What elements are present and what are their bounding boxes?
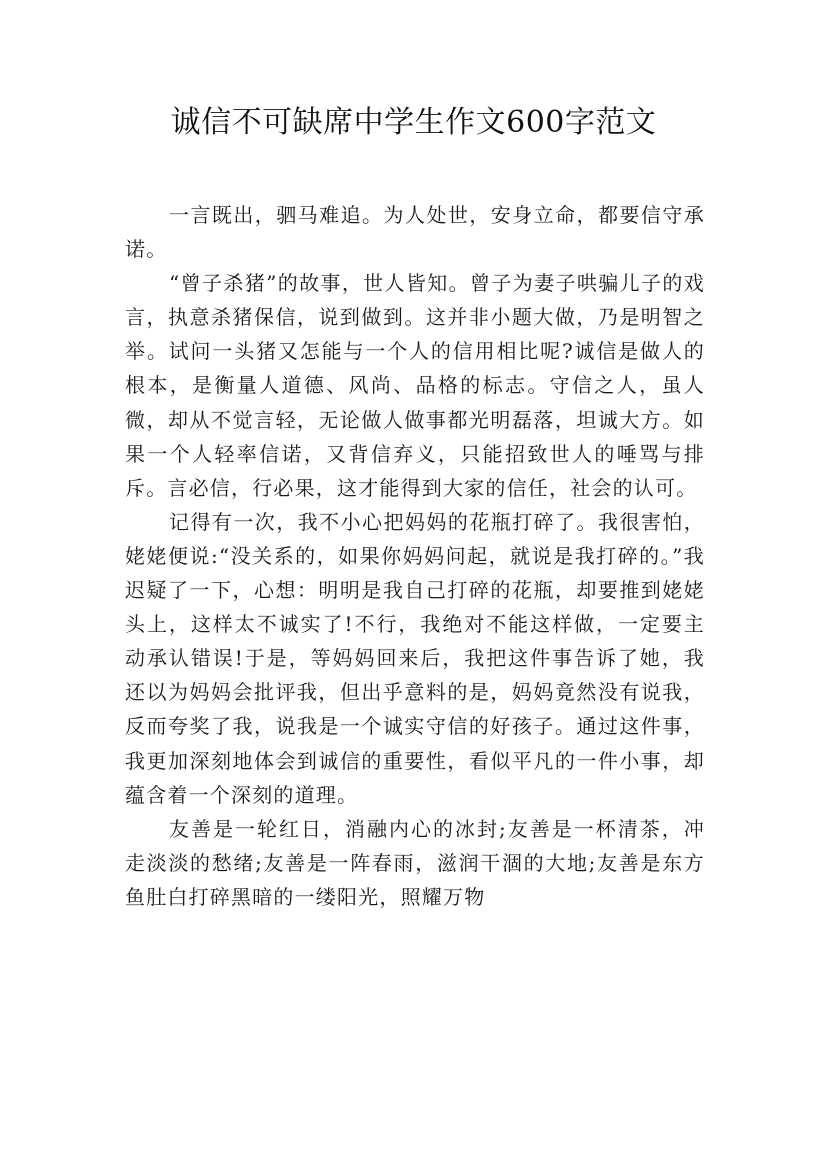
paragraph-1: 一言既出，驷马难追。为人处世，安身立命，都要信守承诺。	[125, 203, 705, 262]
paragraph-3: 记得有一次，我不小心把妈妈的花瓶打碎了。我很害怕，姥姥便说:“没关系的，如果你妈妈问起，就说是我打碎的。”我迟疑了一下，心想：明明是我自己打碎的花瓶，却要推到姥姥头上，这样太不诚实了!不行，我绝对不能这样做，一定要主动承认错误!于是，等妈妈回来后，我把这件事告诉了她，我还以为妈妈会批评我，但出乎意料的是，妈妈竟然没有说我，反而夸奖了我，说我是一个诚实守信的好孩子。通过这件事，我更加深刻地体会到诚信的重要性，看似平凡的一件小事，却蕴含着一个深刻的道理。	[125, 509, 705, 807]
document-body	[125, 198, 705, 914]
paragraph-2: “曾子杀猪”的故事，世人皆知。曾子为妻子哄骗儿子的戏言，执意杀猪保信，说到做到。这并非小题大做，乃是明智之举。试问一头猪又怎能与一个人的信用相比呢?诚信是做人的根本，是衡量人道德、风尚、品格的标志。守信之人，虽人微，却从不觉言轻，无论做人做事都光明磊落，坦诚大方。如果一个人轻率信诺，又背信弃义，只能招致世人的唾骂与排斥。言必信，行必果，这才能得到大家的信任，社会的认可。	[125, 271, 705, 500]
paragraph-4: 友善是一轮红日，消融内心的冰封;友善是一杯清茶，冲走淡淡的愁绪;友善是一阵春雨，滋润干涸的大地;友善是东方鱼肚白打碎黑暗的一缕阳光，照耀万物	[125, 816, 705, 909]
document-title: 诚信不可缺席中学生作文600字范文	[170, 105, 657, 140]
